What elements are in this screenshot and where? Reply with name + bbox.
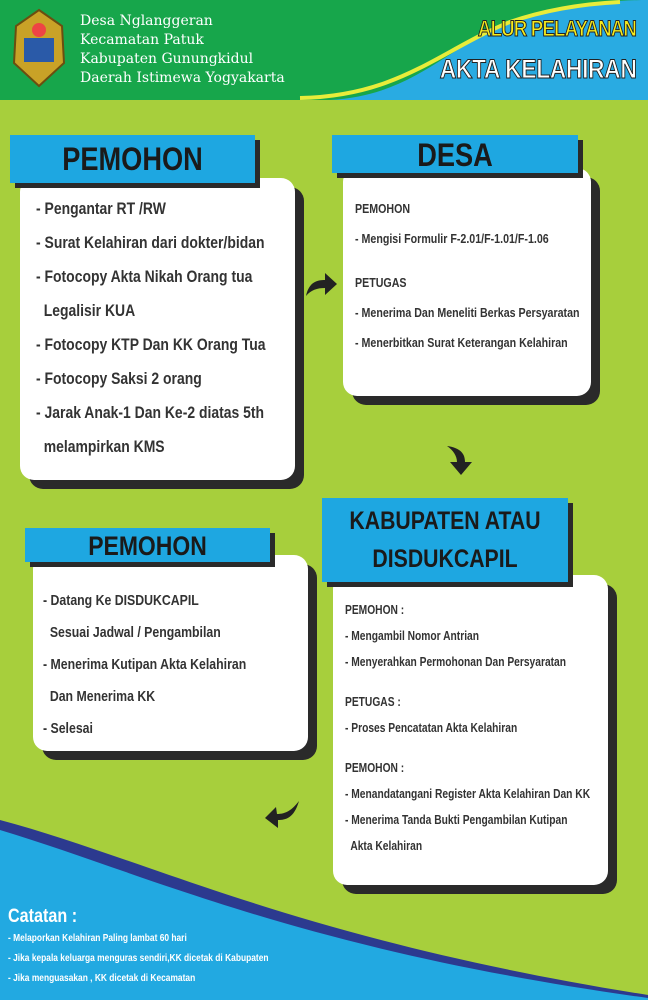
list-item: - Mengambil Nomor Antrian bbox=[345, 629, 480, 643]
list-item: - Fotocopy KTP Dan KK Orang Tua bbox=[36, 335, 266, 354]
list-item: melampirkan KMS bbox=[36, 437, 165, 456]
list-item: Akta Kelahiran bbox=[345, 839, 423, 853]
box1-title-tab bbox=[10, 135, 255, 183]
box4-title-tab bbox=[25, 528, 270, 562]
note-item: - Melaporkan Kelahiran Paling lambat 60 hari bbox=[8, 932, 187, 944]
disdukcapil-card bbox=[333, 575, 608, 885]
regency-name: Kabupaten Gunungkidul bbox=[80, 51, 254, 67]
arrow-right-icon bbox=[303, 270, 339, 300]
list-item: Legalisir KUA bbox=[36, 301, 136, 320]
box4-title: PEMOHON bbox=[88, 531, 207, 561]
district-name: Kecamatan Patuk bbox=[80, 32, 204, 48]
note-item: - Jika menguasakan , KK dicetak di Kecamatan bbox=[8, 972, 196, 984]
institution-block bbox=[80, 12, 285, 88]
list-item: - Menerima Tanda Bukti Pengambilan Kutipan bbox=[345, 813, 568, 827]
box3-title-tab bbox=[322, 498, 568, 582]
list-item: - Jarak Anak-1 Dan Ke-2 diatas 5th bbox=[36, 403, 265, 422]
section-label: PEMOHON : bbox=[345, 761, 405, 775]
list-item: - Fotocopy Akta Nikah Orang tua bbox=[36, 267, 253, 286]
list-item: - Menerbitkan Surat Keterangan Kelahiran bbox=[355, 335, 568, 350]
section-label: PEMOHON : bbox=[345, 603, 405, 617]
section-label: PEMOHON bbox=[355, 201, 411, 216]
notes-title: Catatan : bbox=[8, 906, 78, 927]
list-item: - Selesai bbox=[43, 720, 93, 737]
list-item: Sesuai Jadwal / Pengambilan bbox=[43, 624, 221, 641]
box2-title-tab bbox=[332, 135, 578, 173]
list-item: - Menyerahkan Permohonan Dan Persyaratan bbox=[345, 655, 567, 669]
note-item: - Jika kepala keluarga menguras sendiri,KK dicetak di Kabupaten bbox=[8, 952, 269, 964]
box2-title: DESA bbox=[417, 137, 493, 173]
province-name: Daerah Istimewa Yogyakarta bbox=[80, 70, 285, 86]
list-item: - Datang Ke DISDUKCAPIL bbox=[43, 592, 199, 609]
title-line-2: AKTA KELAHIRAN bbox=[439, 54, 636, 84]
village-name: Desa Nglanggeran bbox=[80, 13, 213, 29]
list-item: - Mengisi Formulir F-2.01/F-1.01/F-1.06 bbox=[355, 231, 549, 246]
section-label: PETUGAS : bbox=[345, 695, 401, 709]
box3-title-line-1: KABUPATEN ATAU bbox=[349, 507, 541, 535]
notes-section bbox=[8, 906, 334, 988]
desa-card bbox=[343, 168, 591, 396]
section-label: PETUGAS bbox=[355, 275, 407, 290]
list-item: Dan Menerima KK bbox=[43, 688, 156, 705]
arrow-left-icon bbox=[262, 798, 302, 832]
list-item: - Menandatangani Register Akta Kelahiran Dan KK bbox=[345, 787, 591, 801]
regency-logo-icon bbox=[10, 8, 68, 88]
list-item: - Menerima Dan Meneliti Berkas Persyaratan bbox=[355, 305, 580, 320]
box3-title-line-2: DISDUKCAPIL bbox=[372, 545, 518, 573]
box1-title: PEMOHON bbox=[62, 141, 203, 177]
requirements-card bbox=[20, 178, 295, 480]
final-card bbox=[33, 555, 308, 751]
title-line-1: ALUR PELAYANAN bbox=[477, 16, 636, 41]
header-banner bbox=[0, 0, 648, 100]
list-item: - Menerima Kutipan Akta Kelahiran bbox=[43, 656, 247, 673]
list-item: - Surat Kelahiran dari dokter/bidan bbox=[36, 233, 265, 252]
list-item: - Pengantar RT /RW bbox=[36, 199, 166, 218]
list-item: - Proses Pencatatan Akta Kelahiran bbox=[345, 721, 518, 735]
list-item: - Fotocopy Saksi 2 orang bbox=[36, 369, 202, 388]
arrow-down-icon bbox=[443, 442, 477, 478]
